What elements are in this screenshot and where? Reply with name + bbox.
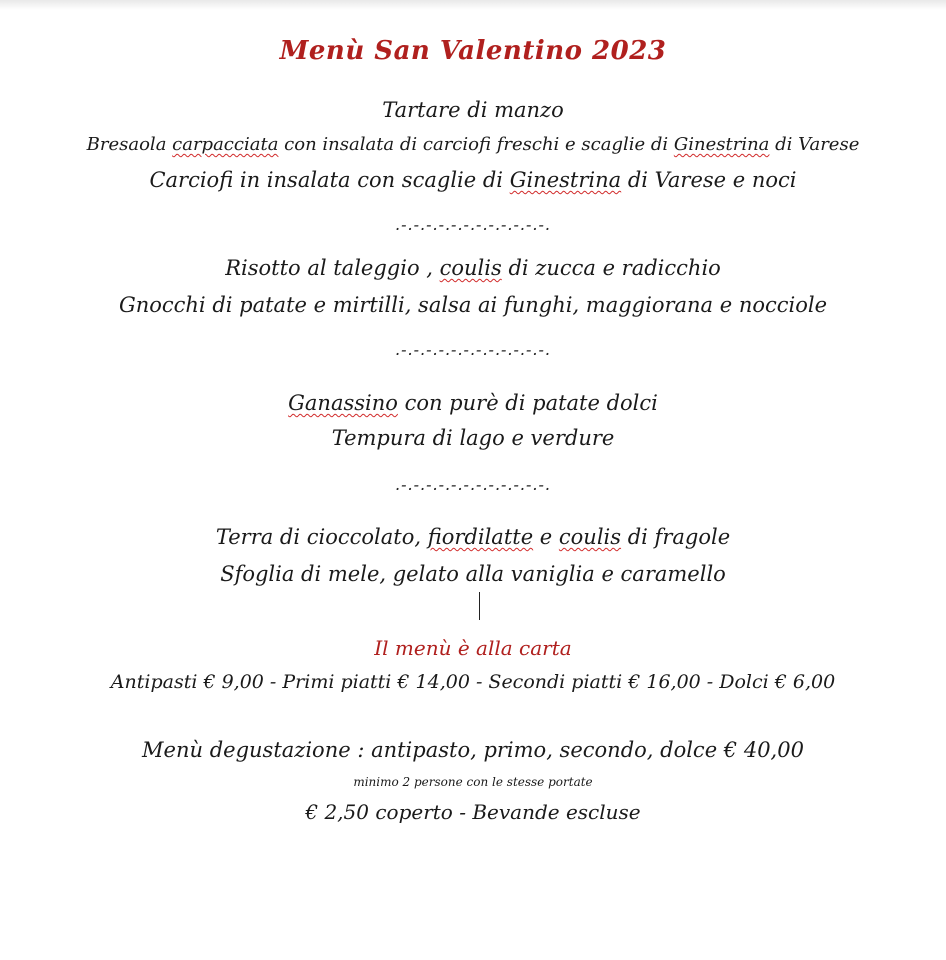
- text-part: di zucca e radicchio: [501, 256, 721, 280]
- text-part: con purè di patate dolci: [397, 391, 658, 415]
- text-part: di fragole: [621, 525, 731, 549]
- spellcheck-word[interactable]: Ginestrina: [509, 168, 622, 192]
- text-part: Carciofi in insalata con scaglie di: [149, 168, 510, 192]
- section-separator: .-.-.-.-.-.-.-.-.-.-.-.-.: [395, 340, 551, 359]
- section-separator: .-.-.-.-.-.-.-.-.-.-.-.-.: [395, 475, 551, 494]
- second-tempura: Tempura di lago e verdure: [331, 426, 615, 450]
- spellcheck-word[interactable]: coulis: [558, 525, 622, 549]
- starter-carciofi: [0, 170, 946, 191]
- section-separator: .-.-.-.-.-.-.-.-.-.-.-.-.: [395, 215, 551, 234]
- dessert-sfoglia: Sfoglia di mele, gelato alla vaniglia e caramello: [220, 562, 726, 586]
- first-risotto: [0, 258, 946, 279]
- price-list: Antipasti € 9,00 - Primi piatti € 14,00 - Secondi piatti € 16,00 - Dolci € 6,00: [110, 671, 836, 693]
- spellcheck-word[interactable]: carpacciata: [172, 134, 279, 155]
- text-cursor: [479, 592, 480, 620]
- tasting-menu: Menù degustazione : antipasto, primo, secondo, dolce € 40,00: [142, 738, 804, 762]
- second-ganassino: [0, 393, 946, 414]
- text-part: Risotto al taleggio ,: [225, 256, 440, 280]
- menu-title: Menù San Valentino 2023: [279, 36, 667, 66]
- text-part: e: [533, 525, 559, 549]
- text-part: di Varese e noci: [621, 168, 797, 192]
- starter-bresaola: [0, 136, 946, 154]
- tasting-note: minimo 2 persone con le stesse portate: [353, 775, 593, 789]
- dessert-cioccolato: [0, 527, 946, 548]
- text-part: Terra di cioccolato,: [215, 525, 428, 549]
- text-part: Bresaola: [86, 134, 173, 155]
- text-part: di Varese: [769, 134, 860, 155]
- first-gnocchi: Gnocchi di patate e mirtilli, salsa ai funghi, maggiorana e nocciole: [118, 293, 828, 317]
- spellcheck-word[interactable]: coulis: [439, 256, 502, 280]
- spellcheck-word[interactable]: fiordilatte: [427, 525, 534, 549]
- spellcheck-word[interactable]: Ganassino: [288, 391, 398, 415]
- text-part: con insalata di carciofi freschi e scaglie di: [278, 134, 674, 155]
- cover-charge: € 2,50 coperto - Bevande escluse: [305, 800, 641, 824]
- starter-tartare: Tartare di manzo: [382, 98, 564, 122]
- alacarte-heading: Il menù è alla carta: [374, 636, 572, 660]
- spellcheck-word[interactable]: Ginestrina: [673, 134, 770, 155]
